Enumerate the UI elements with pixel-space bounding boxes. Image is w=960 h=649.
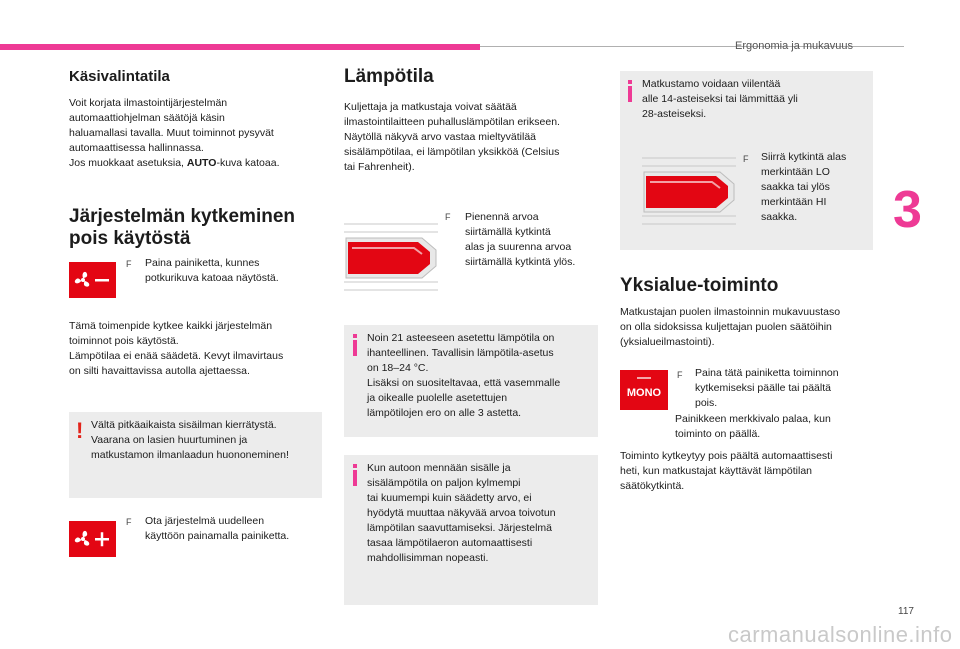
off-description: Tämä toimenpide kytkee kaikki järjestelmän toiminnot pois käytöstä. Lämpötilaa ei enää säädetä. Kevyt ilmavirtaus on silti havaittavissa autolla ajettaessa. xyxy=(69,320,284,377)
section-title: Ergonomia ja mukavuus xyxy=(735,40,854,52)
warning-text: Vältä pitkäaikaista sisäilman kierrätystä. Vaarana on lasien huurtuminen ja matkustamon ilmanlaadun huononeminen! xyxy=(91,419,289,461)
lo-hi-instruction: Siirrä kytkintä alas merkintään LO saakka tai ylös merkintään HI saakka. xyxy=(761,151,847,223)
manual-mode-text: Voit korjata ilmastointijärjestelmän automaattiohjelman säätöjä käsin haluamallasi tavalla. Muut toiminnot pysyvät automaattisessa hallinnassa. Jos muokkaat asetuksia, AUTO-kuva katoaa. xyxy=(69,97,280,169)
mono-button[interactable] xyxy=(620,370,668,410)
fan-on-button[interactable] xyxy=(69,521,116,557)
info-icon xyxy=(628,86,632,102)
header-accent-bar xyxy=(0,44,480,50)
mono-indicator-text: Painikkeen merkkivalo palaa, kun toiminto on päällä. xyxy=(675,413,831,440)
temperature-text: Kuljettaja ja matkustaja voivat säätää ilmastointilaitteen puhalluslämpötilan erikseen. Näytöllä näkyvä arvo vastaa mieltyvätilää sisälämpötilaa, ei lämpötilan yksikköä (Celsius tai Fahrenheit). xyxy=(344,101,560,173)
page-number: 117 xyxy=(898,606,914,617)
fan-off-button[interactable] xyxy=(69,262,116,298)
info-icon xyxy=(353,340,357,356)
ideal-temperature-text: Noin 21 asteeseen asetettu lämpötila on ihanteellinen. Tavallisin lämpötila-asetus on 18–24 °C. Lisäksi on suositeltavaa, että vasemmalle ja oikealle puolelle asetettujen lämpötilojen ero on alle 3 astetta. xyxy=(367,332,561,419)
bullet-marker: F xyxy=(126,259,132,269)
auto-label: AUTO xyxy=(186,157,217,169)
system-off-title: Järjestelmän kytkeminen pois käytöstä xyxy=(69,206,296,249)
bullet-marker: F xyxy=(677,370,683,380)
off-instruction: Paina painiketta, kunnes potkurikuva katoaa näytöstä. xyxy=(145,257,279,284)
temperature-range-text: Matkustamo voidaan viilentää alle 14-asteiseksi tai lämmittää yli 28-asteiseksi. xyxy=(642,78,798,120)
temperature-title: Lämpötila xyxy=(344,66,434,87)
manual-mode-title: Käsivalintatila xyxy=(69,68,170,85)
cold-start-text: Kun autoon mennään sisälle ja sisälämpötila on paljon kylmempi tai kuumempi kuin säädetty arvo, ei hyödytä muuttaa näkyvää arvoa toivotun lämpötilan saavuttamiseksi. Järjestelmä tasaa lämpötilaeron automaattisesti mahdollisimman nopeasti. xyxy=(367,462,556,564)
mono-button-label: MONO xyxy=(626,387,662,399)
mono-auto-off-text: Toiminto kytkeytyy pois päältä automaattisesti heti, kun matkustajat käyttävät lämpötilan säätökytkintä. xyxy=(620,450,833,492)
fan-plus-icon xyxy=(69,521,116,557)
lo-hi-slider-illustration xyxy=(642,156,736,226)
bullet-marker: F xyxy=(445,212,451,222)
mono-text: Matkustajan puolen ilmastoinnin mukavuustaso on olla sidoksissa kuljettajan puolen säätöihin (yksialueilmastointi). xyxy=(620,306,841,348)
info-icon xyxy=(353,470,357,486)
watermark: carmanualsonline.info xyxy=(728,622,953,647)
mono-title: Yksialue-toiminto xyxy=(620,275,779,296)
on-instruction: Ota järjestelmä uudelleen käyttöön painamalla painiketta. xyxy=(145,515,290,542)
mono-indicator-light xyxy=(637,377,651,379)
warning-icon: ! xyxy=(76,418,84,443)
mono-instruction: Paina tätä painiketta toiminnon kytkemiseksi päälle tai päältä pois. xyxy=(695,367,839,409)
bullet-marker: F xyxy=(126,517,132,527)
temperature-slider-illustration xyxy=(344,222,438,292)
fan-minus-icon xyxy=(69,262,116,298)
chapter-number: 3 xyxy=(893,181,922,239)
slider-instruction: Pienennä arvoa siirtämällä kytkintä alas ja suurenna arvoa siirtämällä kytkintä ylös. xyxy=(465,211,576,268)
bullet-marker: F xyxy=(743,154,749,164)
